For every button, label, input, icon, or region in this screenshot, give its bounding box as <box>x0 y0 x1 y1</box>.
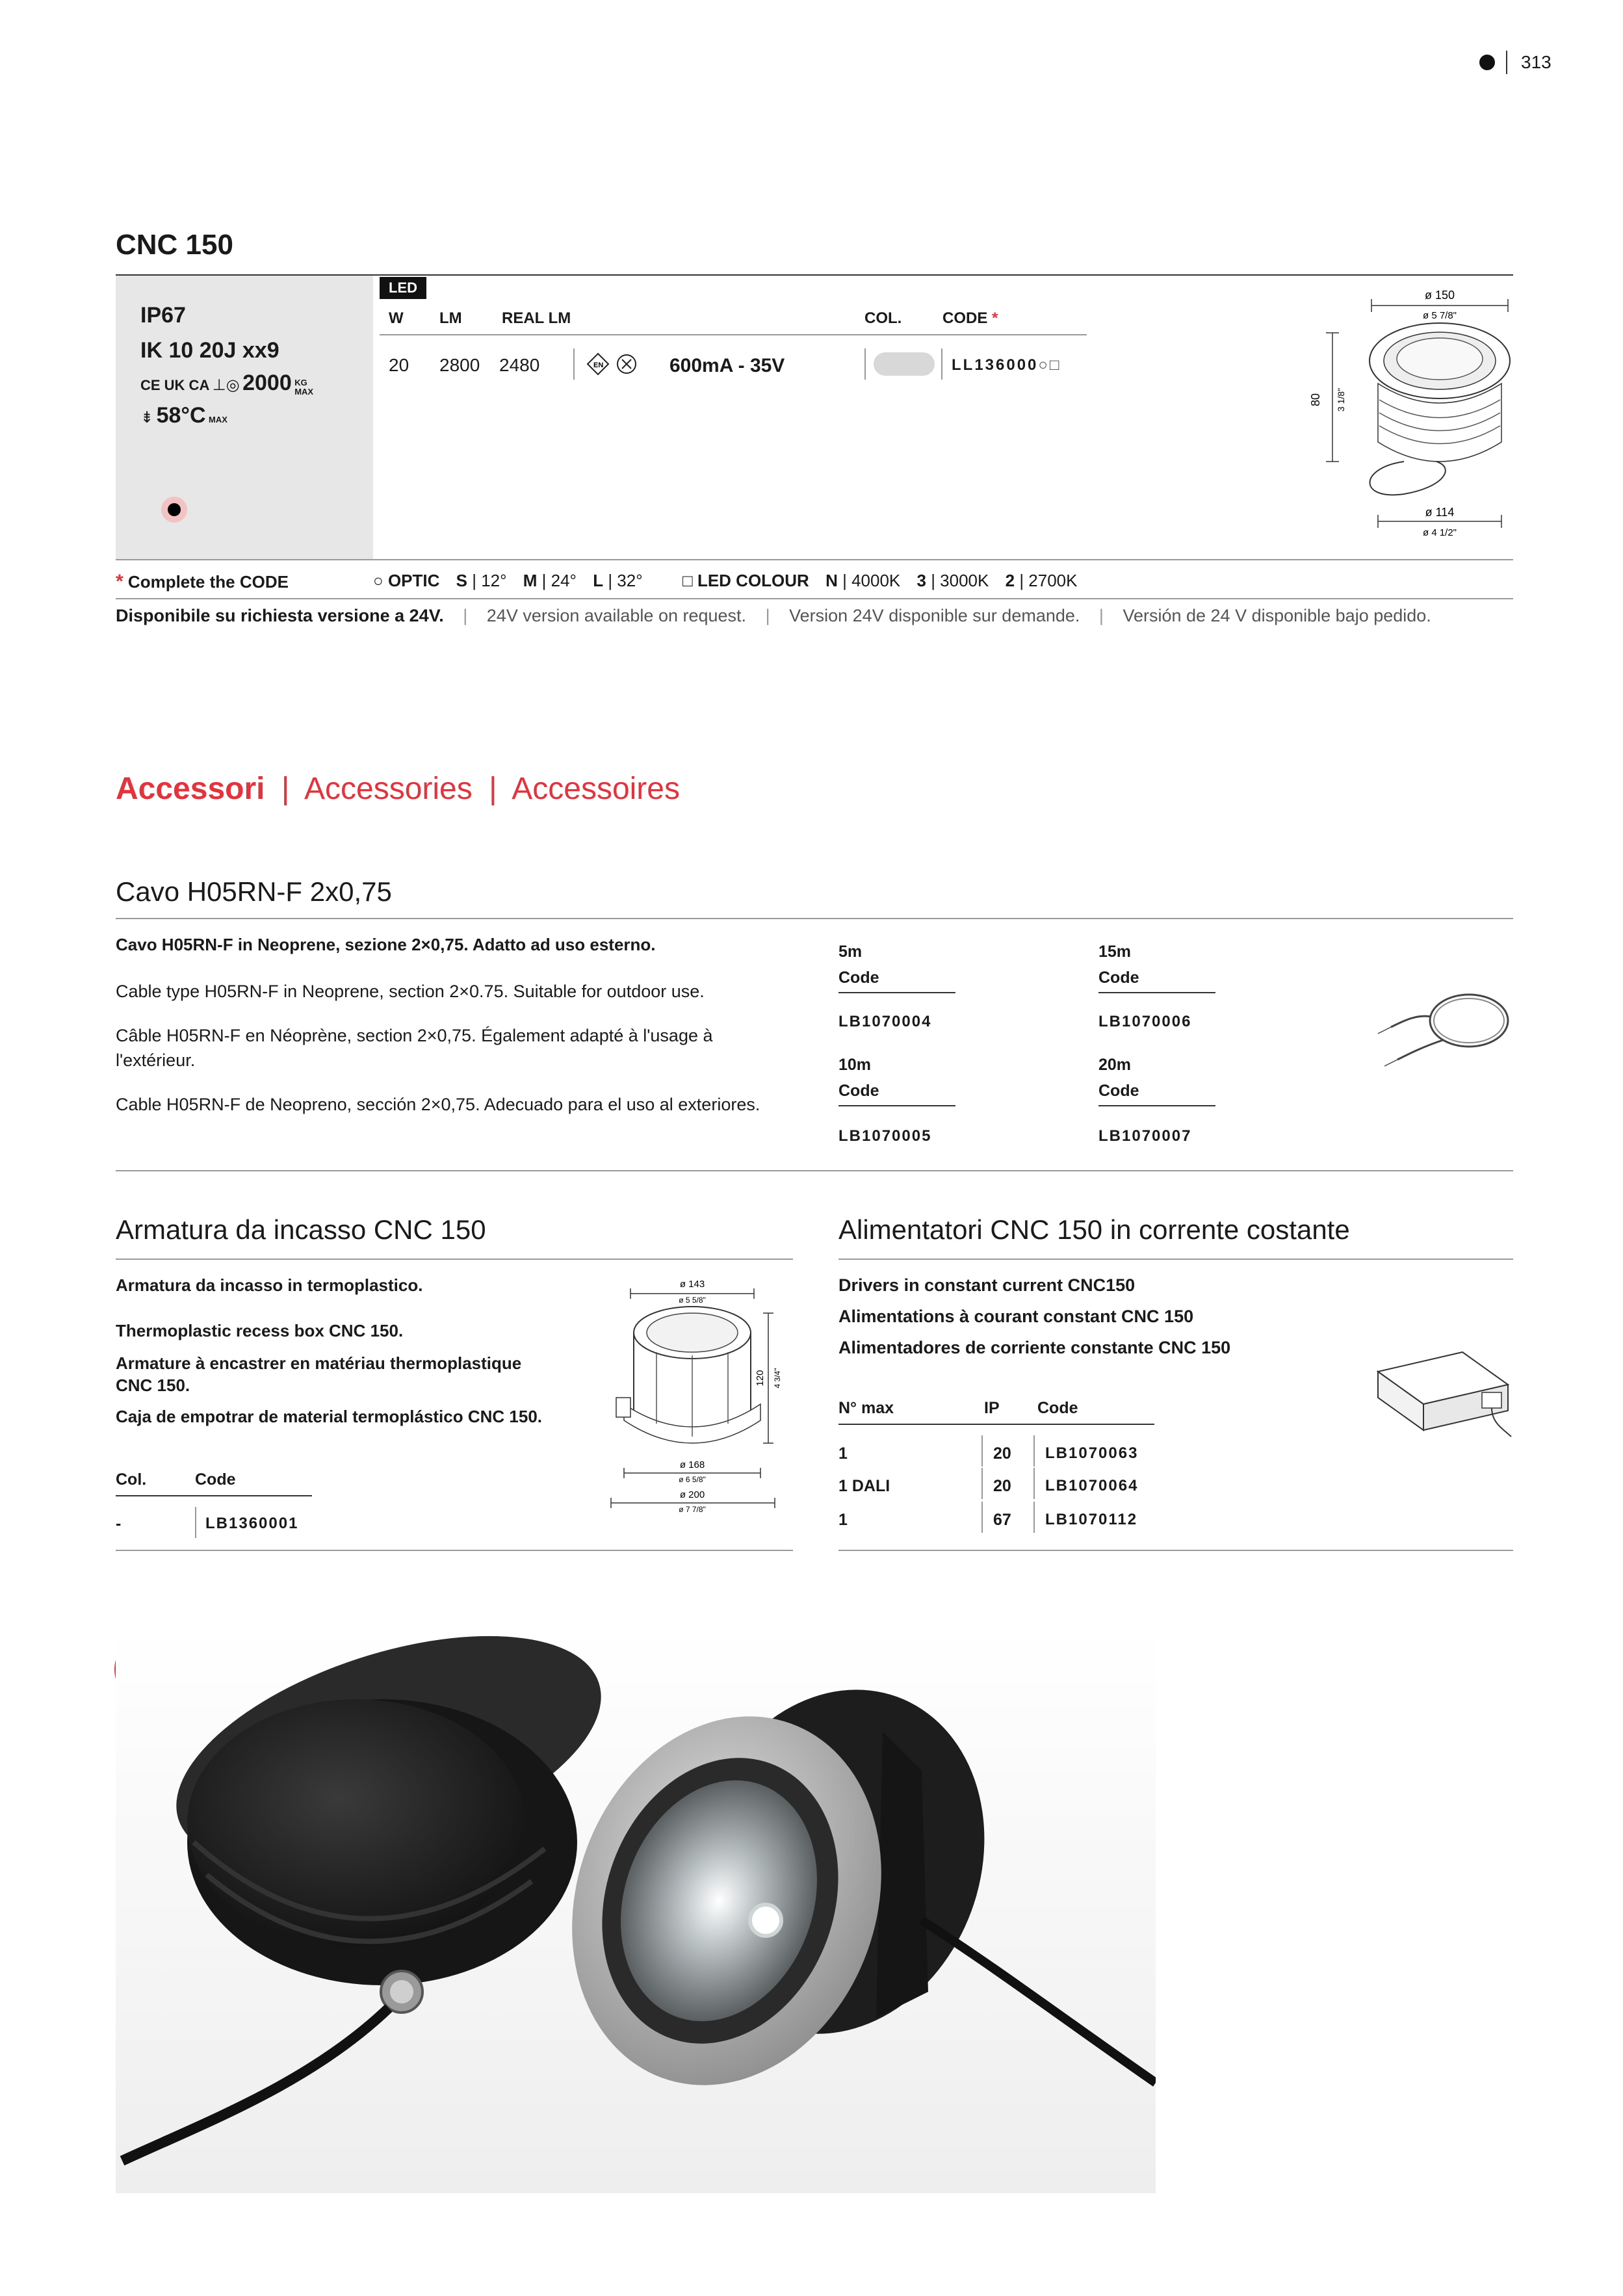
ik-rating: IK 10 20J xx9 <box>140 338 279 363</box>
cable-desc-fr: Câble H05RN-F en Néoprène, section 2×0,75. Également adapté à l'usage à l'extérieur. <box>116 1026 713 1070</box>
cable-code-label: Code <box>1098 1082 1139 1100</box>
val-lm: 2800 <box>439 355 480 375</box>
hdr-code <box>942 309 998 328</box>
driver-row-sep <box>981 1468 983 1499</box>
cable-code-label: Code <box>838 969 879 987</box>
cable-len-15m: 15m <box>1098 943 1132 961</box>
cable-code-20m: LB1070007 <box>1098 1127 1192 1145</box>
hdr-real-lm: REAL LM <box>502 309 571 327</box>
drivers-title: Alimentatori CNC 150 in corrente costante <box>838 1214 1350 1245</box>
driver-symbol-icon <box>586 351 664 377</box>
recess-box-drawing <box>604 1274 799 1528</box>
driver-spec: 600mA - 35V <box>669 355 785 376</box>
accessories-fr: Accessoires <box>512 772 680 806</box>
note-es: Versión de 24 V disponible bajo pedido. <box>1123 606 1431 625</box>
led-colour-label: LED COLOUR <box>697 571 809 590</box>
drivers-desc-es: Alimentadores de corriente constante CNC 150 <box>838 1338 1231 1357</box>
driver-row-1-ip: 20 <box>993 1444 1011 1463</box>
recess-desc-es: Caja de empotrar de material termoplástico CNC 150. <box>116 1407 543 1426</box>
load-value: 2000 <box>242 371 292 395</box>
recess-desc-fr: Armature à encastrer en matériau thermoplastique CNC 150. <box>116 1353 522 1395</box>
accessories-heading: Accessori | Accessories | Accessoires <box>116 772 680 806</box>
val-w: 20 <box>389 355 409 375</box>
col-sep <box>864 348 866 380</box>
drivers-table-rule <box>838 1424 1154 1425</box>
product-photo <box>116 1628 1156 2193</box>
driver-row-sep <box>1033 1468 1035 1499</box>
cable-code-label: Code <box>838 1082 879 1100</box>
driver-row-3-code: LB1070112 <box>1045 1511 1138 1528</box>
driver-row-1-n: 1 <box>838 1444 848 1463</box>
asterisk-icon: * <box>992 309 998 327</box>
colour-3-val: | 3000K <box>931 571 989 590</box>
led-header-rule <box>380 334 1087 335</box>
driver-row-3-ip: 67 <box>993 1511 1011 1529</box>
cable-code-rule <box>838 1105 955 1106</box>
dim-d1: ø 150 <box>1424 289 1455 302</box>
cable-len-5m: 5m <box>838 943 863 961</box>
dim-h: 80 <box>1309 393 1322 407</box>
recess-title: Armatura da incasso CNC 150 <box>116 1214 486 1245</box>
hdr-lm: LM <box>439 309 462 327</box>
spec-panel <box>116 276 373 559</box>
recess-code-value: LB1360001 <box>205 1515 299 1532</box>
product-dimension-drawing <box>1306 286 1514 546</box>
cable-illustration <box>1371 975 1521 1079</box>
svg-text:EN: EN <box>593 361 604 369</box>
cable-len-20m: 20m <box>1098 1056 1132 1074</box>
drivers-bottom-rule <box>838 1550 1513 1551</box>
temp-icon: ⇟ <box>140 409 154 426</box>
page-number: 313 <box>1521 52 1552 72</box>
cable-code-rule <box>1098 1105 1215 1106</box>
driver-row-sep <box>1033 1502 1035 1533</box>
driver-icons <box>586 351 664 380</box>
note-en: 24V version available on request. <box>486 606 747 625</box>
recess-dim-bot-inch: ø 7 7/8" <box>679 1505 706 1514</box>
driver-row-3-n: 1 <box>838 1511 848 1529</box>
cable-code-label: Code <box>1098 969 1139 987</box>
cable-code-5m: LB1070004 <box>838 1013 932 1030</box>
colour-n-val: | 4000K <box>842 571 901 590</box>
recess-bottom-rule <box>116 1550 793 1551</box>
recess-dim-bot: ø 200 <box>679 1489 705 1500</box>
drivers-desc-en: Drivers in constant current CNC150 <box>838 1275 1136 1295</box>
panel-bottom-rule <box>116 559 1513 560</box>
options-rule <box>116 598 1513 599</box>
square-icon: □ <box>682 571 693 590</box>
led-tag: LED <box>380 277 426 299</box>
note-row: Disponibile su richiesta versione a 24V. | 24V version available on request. | Version 24V disponible sur demande. | Versión de 24 V disponible bajo pedido. <box>116 606 1431 625</box>
recess-desc-it: Armatura da incasso in termoplastico. <box>116 1275 423 1295</box>
colour-3-key: 3 <box>916 571 926 590</box>
load-unit-bottom: MAX <box>294 386 314 397</box>
dim-d2: ø 114 <box>1425 506 1455 519</box>
drivers-hdr-code: Code <box>1037 1399 1078 1417</box>
colour-swatch <box>874 352 935 376</box>
optic-l-key: L <box>593 571 604 590</box>
recess-dim-top: ø 143 <box>679 1279 705 1290</box>
temp-value: 58°C <box>156 403 206 428</box>
cert-row <box>140 371 313 397</box>
recess-desc-en: Thermoplastic recess box CNC 150. <box>116 1321 404 1340</box>
product-title: CNC 150 <box>116 229 233 261</box>
temp-sub: MAX <box>208 415 227 424</box>
dim-h-inch: 3 1/8" <box>1336 387 1346 412</box>
optic-m-val: | 24° <box>541 571 577 590</box>
driver-row-sep <box>981 1435 983 1467</box>
optic-s-val: | 12° <box>472 571 507 590</box>
cable-desc-en: Cable type H05RN-F in Neoprene, section 2×0.75. Suitable for outdoor use. <box>116 982 705 1001</box>
drivers-hdr-n: N° max <box>838 1399 894 1417</box>
cable-code-10m: LB1070005 <box>838 1127 932 1145</box>
recess-dim-h: 120 <box>755 1370 766 1387</box>
driver-row-1-code: LB1070063 <box>1045 1444 1139 1462</box>
cable-rule <box>116 918 1513 919</box>
driver-sep <box>573 348 575 380</box>
drivers-rule <box>838 1259 1513 1260</box>
temp-row <box>140 403 227 428</box>
recess-dim-mid: ø 168 <box>679 1459 705 1470</box>
optic-m-key: M <box>523 571 538 590</box>
colour-n-key: N <box>825 571 838 590</box>
optic-label: OPTIC <box>387 571 440 590</box>
asterisk-icon: * <box>116 571 123 592</box>
options-row <box>116 571 289 593</box>
complete-code-label: Complete the CODE <box>127 572 289 592</box>
page-marker <box>1479 55 1495 70</box>
optic-row <box>373 571 643 591</box>
ip-rating: IP67 <box>140 303 186 328</box>
page-divider <box>1506 51 1507 74</box>
red-dot-icon <box>161 497 187 523</box>
recess-dim-top-inch: ø 5 5/8" <box>679 1296 706 1305</box>
accessories-en: Accessories <box>304 772 473 806</box>
code-sep <box>941 348 942 380</box>
cable-desc-it: Cavo H05RN-F in Neoprene, sezione 2×0,75. Adatto ad uso esterno. <box>116 935 656 954</box>
driver-row-sep <box>1033 1435 1035 1467</box>
optic-l-val: | 32° <box>608 571 643 590</box>
recess-dim-mid-inch: ø 6 5/8" <box>679 1475 706 1484</box>
recess-rule <box>116 1259 793 1260</box>
product-code <box>952 356 1061 374</box>
circle-icon: ○ <box>373 571 383 590</box>
optic-s-key: S <box>456 571 467 590</box>
dim-d1-inch: ø 5 7/8" <box>1422 310 1457 321</box>
cable-code-15m: LB1070006 <box>1098 1013 1192 1030</box>
note-fr: Version 24V disponible sur demande. <box>789 606 1080 625</box>
colour-2-key: 2 <box>1005 571 1015 590</box>
recess-col-label: Col. <box>116 1470 147 1489</box>
hdr-w: W <box>389 309 404 327</box>
recess-dim-h-inch: 4 3/4" <box>773 1368 782 1389</box>
hdr-col: COL. <box>864 309 902 327</box>
driver-row-sep <box>981 1502 983 1533</box>
load-unit-top: KG <box>294 377 307 387</box>
recess-code-sep <box>195 1507 196 1538</box>
drivers-hdr-ip: IP <box>984 1399 1000 1417</box>
recess-table-rule <box>116 1495 312 1496</box>
drivers-desc-fr: Alimentations à courant constant CNC 150 <box>838 1307 1194 1326</box>
driver-row-2-code: LB1070064 <box>1045 1477 1139 1494</box>
cable-bottom-rule <box>116 1170 1513 1171</box>
colour-2-val: | 2700K <box>1019 571 1078 590</box>
val-real-lm: 2480 <box>499 355 540 375</box>
note-it: Disponibile su richiesta versione a 24V. <box>116 606 444 625</box>
code-placeholder-icon: ○□ <box>1038 356 1061 374</box>
accessories-it: Accessori <box>116 772 265 806</box>
recess-col-value: - <box>116 1515 122 1533</box>
dim-d2-inch: ø 4 1/2" <box>1422 527 1457 538</box>
cable-desc-es: Cable H05RN-F de Neopreno, sección 2×0,75. Adecuado para el uso al exteriores. <box>116 1095 760 1114</box>
cert-marks: CE UK CA <box>140 377 210 393</box>
product-code-value: LL136000 <box>952 356 1039 374</box>
cable-len-10m: 10m <box>838 1056 872 1074</box>
driver-box-illustration <box>1365 1339 1521 1456</box>
recess-code-label: Code <box>195 1470 236 1489</box>
cable-code-rule <box>1098 992 1215 993</box>
driver-row-2-ip: 20 <box>993 1477 1011 1495</box>
load-icon: ⊥◎ <box>212 376 240 394</box>
hdr-code-label: CODE <box>942 309 988 327</box>
driver-row-2-n: 1 DALI <box>838 1477 890 1495</box>
cable-code-rule <box>838 992 955 993</box>
led-colour-row <box>682 571 1077 591</box>
cable-title: Cavo H05RN-F 2x0,75 <box>116 876 392 907</box>
